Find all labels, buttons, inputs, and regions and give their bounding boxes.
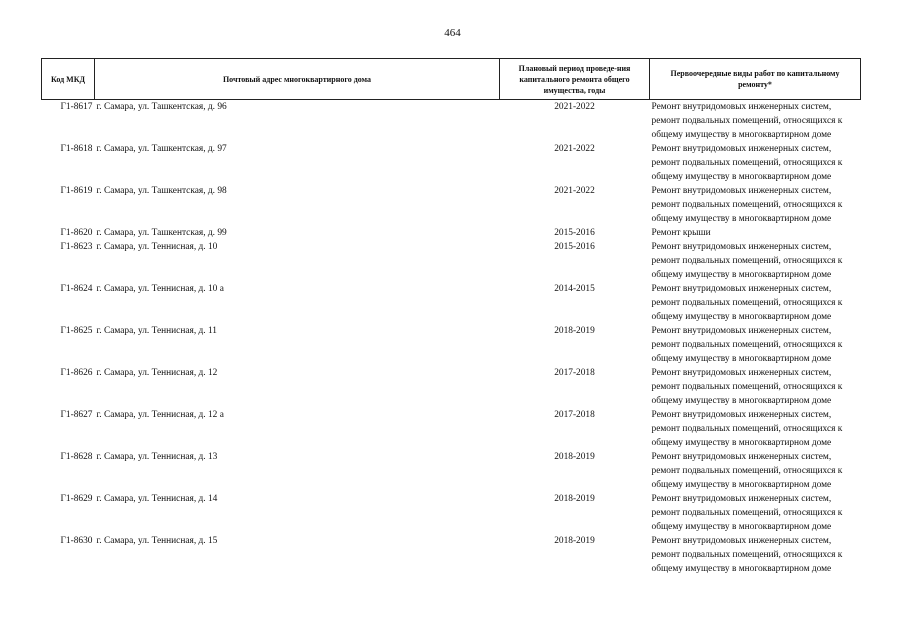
row-period: 2018-2019: [554, 452, 595, 462]
row-period: 2018-2019: [554, 536, 595, 546]
row-period: 2015-2016: [554, 228, 595, 238]
row-code: Г1-8623: [60, 242, 93, 252]
table-row: [42, 282, 861, 324]
page-number: 464: [444, 27, 461, 39]
row-works: Ремонт внутридомовых инженерных систем, ремонт подвальных помещений, относящихся к общему имуществу в многоквартирном доме: [651, 144, 843, 182]
row-address: г. Самара, ул. Теннисная, д. 12 а: [96, 410, 224, 420]
table-row: [42, 100, 861, 143]
row-works: Ремонт внутридомовых инженерных систем, ремонт подвальных помещений, относящихся к общему имуществу в многоквартирном доме: [651, 102, 843, 140]
table-body: [42, 100, 861, 577]
table-row: [42, 226, 861, 240]
table-row: [42, 492, 861, 534]
row-address: г. Самара, ул. Теннисная, д. 15: [96, 536, 218, 546]
row-period: 2021-2022: [554, 186, 595, 196]
row-code: Г1-8627: [60, 410, 93, 420]
capital-repair-table: [41, 58, 861, 576]
table-row: [42, 324, 861, 366]
row-address: г. Самара, ул. Теннисная, д. 10 а: [96, 284, 224, 294]
row-period: 2015-2016: [554, 242, 595, 252]
row-address: г. Самара, ул. Ташкентская, д. 96: [96, 102, 227, 112]
table-row: [42, 142, 861, 184]
table-row: [42, 184, 861, 226]
row-works: Ремонт внутридомовых инженерных систем, ремонт подвальных помещений, относящихся к общему имуществу в многоквартирном доме: [651, 494, 843, 532]
row-works: Ремонт внутридомовых инженерных систем, ремонт подвальных помещений, относящихся к общему имуществу в многоквартирном доме: [651, 284, 843, 322]
table-row: [42, 240, 861, 282]
row-address: г. Самара, ул. Ташкентская, д. 99: [96, 228, 227, 238]
header-address: Почтовый адрес многоквартирного дома: [95, 59, 500, 100]
row-works: Ремонт внутридомовых инженерных систем, ремонт подвальных помещений, относящихся к общему имуществу в многоквартирном доме: [651, 410, 843, 448]
table-row: [42, 450, 861, 492]
row-address: г. Самара, ул. Теннисная, д. 12: [96, 368, 218, 378]
row-period: 2018-2019: [554, 326, 595, 336]
header-code: Код МКД: [42, 59, 95, 100]
row-code: Г1-8624: [60, 284, 93, 294]
row-code: Г1-8629: [60, 494, 93, 504]
row-works: Ремонт внутридомовых инженерных систем, ремонт подвальных помещений, относящихся к общему имуществу в многоквартирном доме: [651, 242, 843, 280]
row-works: Ремонт внутридомовых инженерных систем, ремонт подвальных помещений, относящихся к общему имуществу в многоквартирном доме: [651, 326, 843, 364]
table-row: [42, 366, 861, 408]
row-address: г. Самара, ул. Ташкентская, д. 97: [96, 144, 227, 154]
row-works: Ремонт внутридомовых инженерных систем, ремонт подвальных помещений, относящихся к общему имуществу в многоквартирном доме: [651, 452, 843, 490]
row-period: 2018-2019: [554, 494, 595, 504]
row-period: 2021-2022: [554, 102, 595, 112]
row-period: 2017-2018: [554, 410, 595, 420]
row-code: Г1-8619: [60, 186, 93, 196]
table-row: [42, 408, 861, 450]
row-address: г. Самара, ул. Теннисная, д. 11: [96, 326, 217, 336]
row-works: Ремонт внутридомовых инженерных систем, ремонт подвальных помещений, относящихся к общему имуществу в многоквартирном доме: [651, 186, 843, 224]
row-works: Ремонт внутридомовых инженерных систем, ремонт подвальных помещений, относящихся к общему имуществу в многоквартирном доме: [651, 368, 843, 406]
row-address: г. Самара, ул. Ташкентская, д. 98: [96, 186, 227, 196]
row-code: Г1-8618: [60, 144, 93, 154]
row-address: г. Самара, ул. Теннисная, д. 14: [96, 494, 218, 504]
row-period: 2021-2022: [554, 144, 595, 154]
row-period: 2017-2018: [554, 368, 595, 378]
row-period: 2014-2015: [554, 284, 595, 294]
table-header-row: [42, 59, 861, 100]
table-row: [42, 534, 861, 576]
row-code: Г1-8625: [60, 326, 93, 336]
header-works: Первоочередные виды работ по капитальному ремонту*: [650, 59, 861, 100]
header-period: Плановый период проведе-ния капитального ремонта общего имущества, годы: [500, 59, 650, 100]
row-address: г. Самара, ул. Теннисная, д. 13: [96, 452, 218, 462]
row-code: Г1-8628: [60, 452, 93, 462]
row-works: Ремонт внутридомовых инженерных систем, ремонт подвальных помещений, относящихся к общему имуществу в многоквартирном доме: [651, 536, 843, 574]
row-works: Ремонт крыши: [651, 228, 711, 238]
row-code: Г1-8620: [60, 228, 93, 238]
row-code: Г1-8630: [60, 536, 93, 546]
row-code: Г1-8617: [60, 102, 93, 112]
row-address: г. Самара, ул. Теннисная, д. 10: [96, 242, 218, 252]
row-code: Г1-8626: [60, 368, 93, 378]
